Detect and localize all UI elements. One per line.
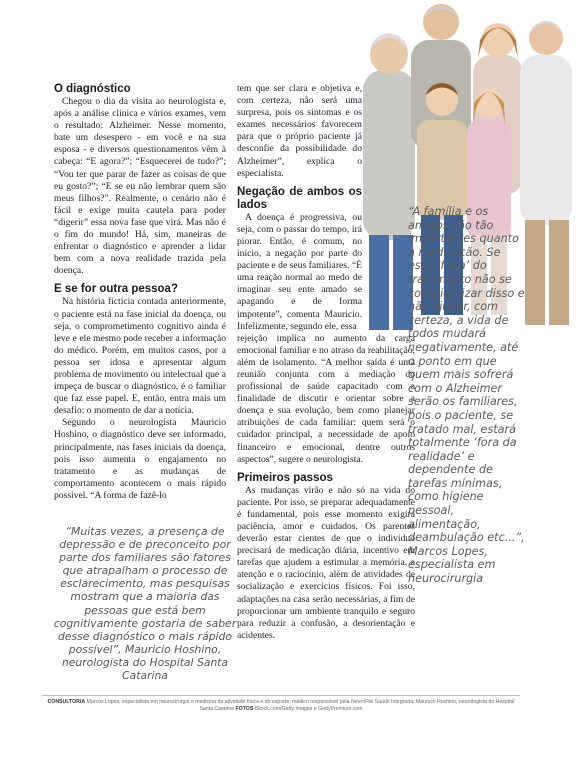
paragraph-outra-pessoa-3: tem que ser clara e objetiva e, com certeza, não será uma surpresa, pois os sintomas e os exames necessários favorecem para que o próprio paciente já desconfie da possibilidade do Alzheimer”, explica o especialista. <box>237 83 362 179</box>
heading-diagnostico: O diagnóstico <box>54 83 131 95</box>
pull-quote-right: “A família e os amigos são tão importantes quanto a medicação. Se essa ‘fatia’ do tratamento não se conscientizar disso e não ajudar, com certeza, a vida de todos mudará negativamente, até o ponto em que quem mais sofrerá com o Alzheimer serão os familiares, pois o paciente, se tratado mal, estará totalmente ‘fora da realidade’ e dependente de tarefas mínimas, como higiene pessoal, alimentação, deambulação etc...”, Marcos Lopes, especialista em neurocirurgia <box>408 205 525 586</box>
credits-footer <box>42 695 520 712</box>
paragraph-outra-pessoa-2: Segundo o neurologista Mauricio Hoshino, o diagnóstico deve ser informado, principalmente, nas fases iniciais da doença, pois isso aumenta o engajamento no tratamento e as mudanças de comportamento acontecem o mais rápido possível. “A forma de fazê-lo <box>54 417 226 501</box>
heading-outra-pessoa: E se for outra pessoa? <box>54 283 178 296</box>
paragraph-diagnostico: Chegou o dia da visita ao neurologista e, após a análise clínica e vários exames, vem o resultado: Alzheimer. Nesse momento, bate um desespero - em você e na sua esposa - e diversos questionamentos vêm à cabeça: “E agora?”; “Esquecerei de tudo?”; “Vou ter que parar de fazer as coisas de que eu gosto?”; “E se eu não lembrar quem são meus filhos?”. Realmente, o cenário não é fácil e exige muita cautela para poder “digerir” essa nova fase que virá. Mas não é o fim do mundo! Há, sim, maneiras de enfrentar o diagnóstico e aprender a lidar bem com a nova realidade trazida pela doença. <box>54 96 226 277</box>
consultoria-text: Marcos Lopes, especialista em neurocirurgia e medicina da atividade física e do esporte, médico responsável pela NeuroFisi Saúde Integrada; Mauricio Hoshino, neurologista do Hospital Santa Catarina <box>86 699 515 712</box>
column-right <box>237 83 415 642</box>
column-left <box>54 83 226 502</box>
grandfather-right-figure <box>520 21 572 325</box>
heading-negacao: Negação de ambos os lados <box>237 185 362 211</box>
paragraph-primeiros-passos: As mudanças virão e não só na vida do paciente. Por isso, se preparar adequadamente é fundamental, pois esse momento exigirá paciência, amor e cuidados. Os parentes deverão estar cientes de que o indivíduo precisará de medicação diária, incentivo em tarefas que ajudem a estimular a memória, a atenção e o raciocínio, além de atividades de socialização e exercícios físicos. Foi isso, adaptações na casa serão necessárias, a fim de proporcionar um ambiente tranquilo e seguro para reduzir a confusão, a desorientação e acidentes. <box>237 484 415 641</box>
fotos-label: FOTOS <box>235 705 254 712</box>
consultoria-label: CONSULTORIA <box>47 699 86 705</box>
paragraph-outra-pessoa-1: Na história fictícia contada anteriormente, o paciente está na fase inicial da doença, ou seja, o comprometimento cognitivo ainda é leve e ele mesmo pode receber a informação do médico. Porém, em muitos casos, por a pessoa ser idosa e apresentar algum problema de movimento ou intelectual que a impeça de buscar o diagnóstico, é o familiar que faz esse papel. E, então, entra mais um desafio: o momento de dar a notícia. <box>54 296 226 417</box>
paragraph-negacao-1: A doença é progressiva, ou seja, com o passar do tempo, irá piorar. Então, é comum, no início, a negação por parte do paciente e de seus familiares. “É uma reação normal ao medo de imaginar seu ente amado se apagando e de forma impotente”, comenta Mauricio. Infelizmente, segundo ele, essa <box>237 211 362 332</box>
fotos-text: iStock.com/Getty Images e GettyPremium.com <box>254 705 363 712</box>
pull-quote-left: “Muitas vezes, a presença de depressão e de preconceito por parte dos familiares são fatores que atrapalham o processo de esclarecimento, mas pesquisas mostram que a maioria das pessoas que está bem cognitivamente gostaria de saber desse diagnóstico o mais rápido possível”, Mauricio Hoshino, neurologista do Hospital Santa Catarina <box>53 525 237 683</box>
heading-primeiros-passos: Primeiros passos <box>237 471 333 484</box>
paragraph-negacao-2: rejeição implica no aumento da carga emocional familiar e no atraso da reabilitação, além de isolamento. “A melhor saída é uma reunião conjunta com a mediação do profissional de saúde capacitado com a finalidade de discutir e orientar sobre a doença e sua evolução, bem como planejar atribuições de cada familiar: quem será o cuidador principal, a necessidade de apoio financeiro e emocional, dentre outros aspectos”, sugere o neurologista. <box>237 332 415 465</box>
